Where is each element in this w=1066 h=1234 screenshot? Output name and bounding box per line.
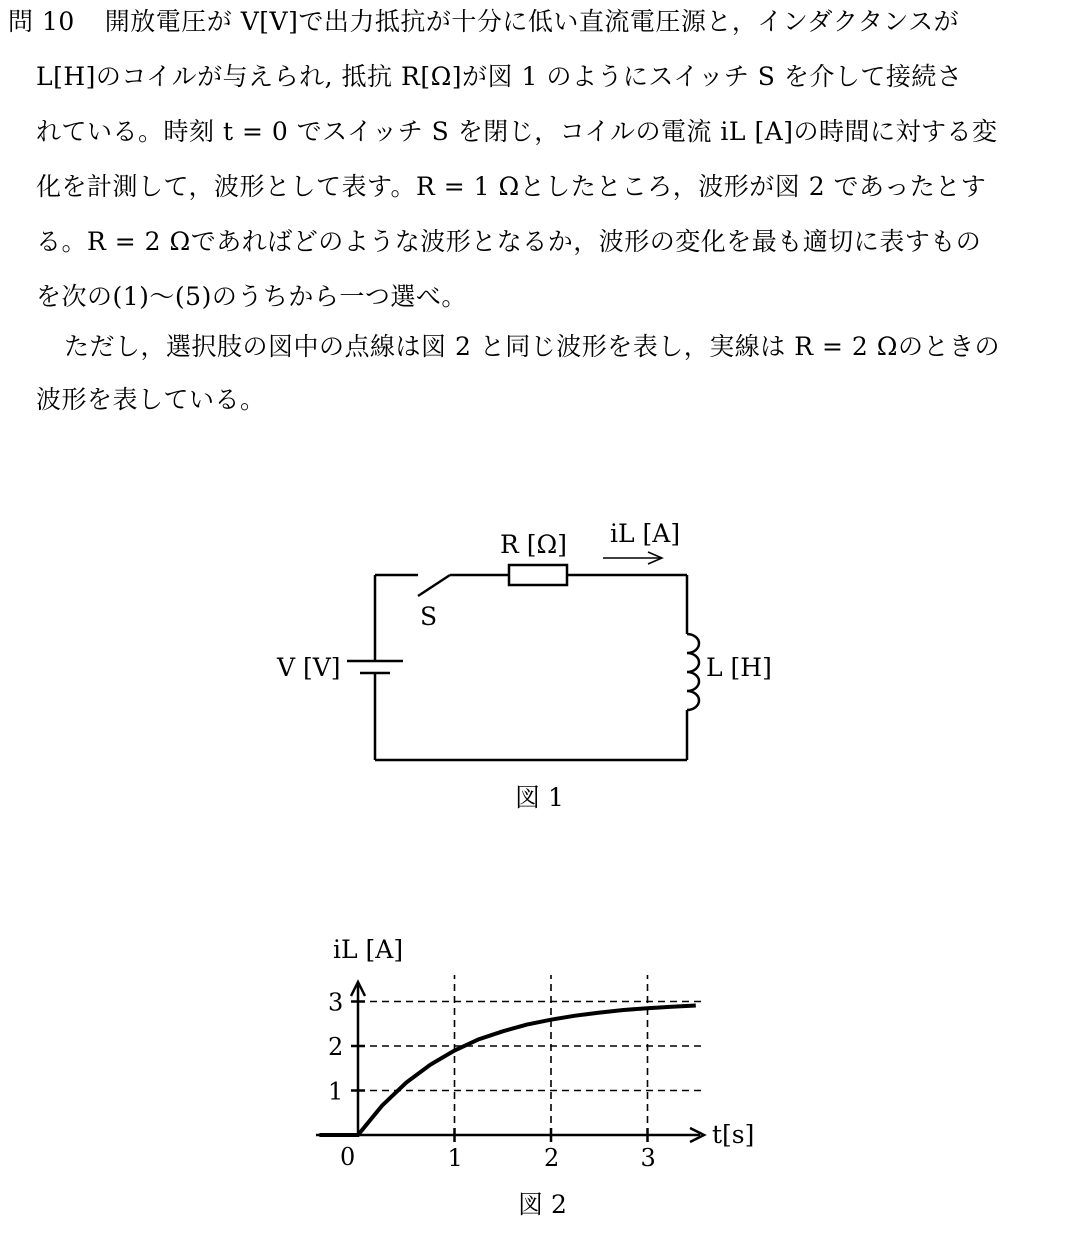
inductor-label: L [H] bbox=[706, 653, 772, 682]
y-axis-arrow bbox=[351, 982, 365, 996]
question-line-1: 問 10 開放電圧が V[V]で出力抵抗が十分に低い直流電圧源と，インダクタンスが bbox=[8, 7, 960, 36]
question-line-8: 波形を表している。 bbox=[36, 385, 266, 414]
y-tick-label: 2 bbox=[328, 1033, 344, 1061]
current-arrow-head bbox=[648, 552, 662, 564]
series-line-r1 bbox=[319, 1006, 695, 1136]
x-tick-label: 2 bbox=[544, 1144, 560, 1172]
x-axis-arrow bbox=[690, 1128, 704, 1142]
origin-label: 0 bbox=[340, 1143, 356, 1171]
switch-label: S bbox=[420, 602, 438, 631]
figure1-caption: 図 1 bbox=[515, 783, 564, 812]
voltage-label: V [V] bbox=[277, 653, 341, 682]
x-tick-label: 3 bbox=[640, 1144, 656, 1172]
x-tick-label: 1 bbox=[447, 1144, 463, 1172]
question-line-4: 化を計測して，波形として表す。R = 1 Ωとしたところ，波形が図 2 であったとす bbox=[36, 172, 987, 201]
question-line-7: ただし，選択肢の図中の点線は図 2 と同じ波形を表し，実線は R = 2 Ωのときの bbox=[64, 332, 1000, 361]
y-axis-label: iL [A] bbox=[333, 935, 404, 964]
resistor-label: R [Ω] bbox=[500, 530, 568, 559]
y-tick-label: 3 bbox=[328, 988, 344, 1017]
question-line-2: L[H]のコイルが与えられ, 抵抗 R[Ω]が図 1 のようにスイッチ S を介して接続さ bbox=[36, 62, 963, 91]
resistor bbox=[509, 565, 567, 585]
current-label: iL [A] bbox=[610, 519, 681, 548]
figure2-caption: 図 2 bbox=[518, 1190, 567, 1219]
x-axis-label: t[s] bbox=[712, 1120, 755, 1149]
inductor-coil bbox=[687, 634, 699, 710]
question-line-3: れている。時刻 t = 0 でスイッチ S を閉じ，コイルの電流 iL [A]の時間に対する変 bbox=[36, 117, 998, 146]
question-number: 問 10 bbox=[8, 7, 75, 36]
question-line-5: る。R = 2 Ωであればどのような波形となるか，波形の変化を最も適切に表すもの bbox=[36, 227, 982, 256]
switch-blade bbox=[418, 575, 450, 596]
question-line-6: を次の(1)～(5)のうちから一つ選べ。 bbox=[36, 282, 467, 311]
y-tick-label: 1 bbox=[328, 1077, 344, 1106]
